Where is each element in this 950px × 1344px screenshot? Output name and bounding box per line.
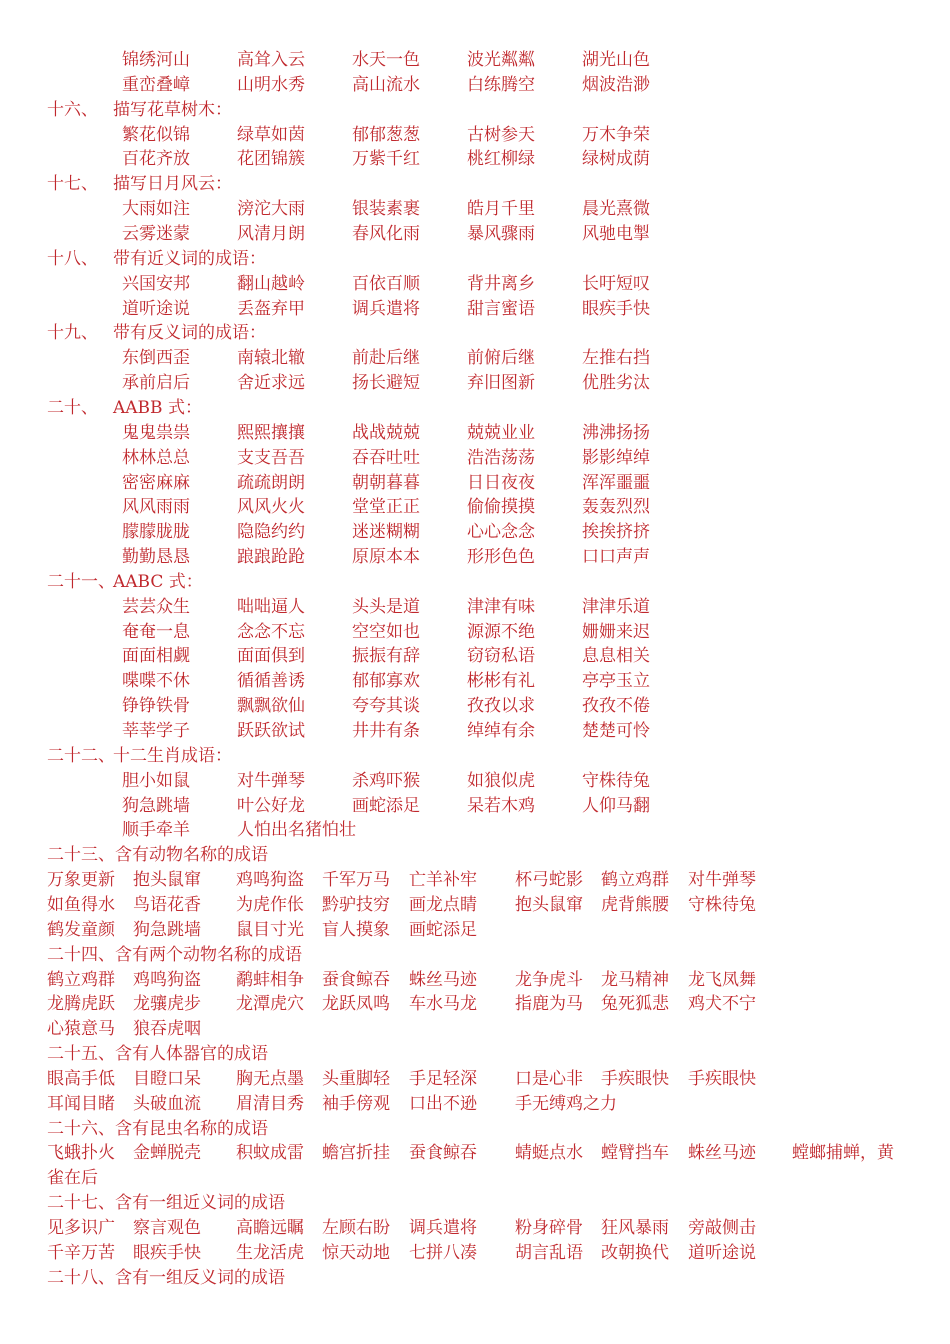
idiom: 堂堂正正 (352, 497, 420, 518)
section-heading (0, 321, 950, 346)
idiom: 水天一色 (352, 50, 420, 70)
section-heading (0, 1266, 950, 1291)
idiom: 支支吾吾 (237, 447, 305, 468)
idiom: 郁郁葱葱 (352, 124, 420, 145)
idiom: 郁郁寡欢 (352, 671, 420, 692)
section-heading (0, 570, 950, 595)
idiom-row (0, 868, 950, 893)
idiom: 井井有条 (352, 721, 420, 741)
idiom: 熙熙攘攘 (237, 422, 305, 443)
idiom: 对牛弹琴 (237, 770, 305, 791)
idiom: 如鱼得水 (47, 894, 115, 915)
idiom: 胆小如鼠 (122, 770, 190, 791)
idiom: 蚕食鲸吞 (409, 1143, 477, 1164)
idiom: 高耸入云 (237, 50, 305, 70)
idiom-row (0, 297, 950, 322)
section-title: AABC 式： (113, 571, 203, 592)
idiom: 鹤立鸡群 (601, 870, 669, 891)
idiom: 朦朦胧胧 (122, 522, 190, 543)
section-title: 二十三、含有动物名称的成语 (47, 845, 268, 866)
idiom: 隐隐约约 (237, 522, 305, 543)
idiom: 守株待兔 (582, 770, 650, 791)
idiom-row (0, 818, 950, 843)
idiom-row (0, 694, 950, 719)
idiom-row (0, 520, 950, 545)
idiom: 杯弓蛇影 (515, 870, 583, 891)
section-title: 带有反义词的成语： (113, 323, 266, 344)
idiom: 积蚊成雷 (236, 1143, 304, 1164)
idiom: 手无缚鸡之力 (515, 1093, 617, 1114)
idiom: 目瞪口呆 (133, 1068, 201, 1089)
idiom-row (0, 893, 950, 918)
idiom: 黔驴技穷 (322, 894, 390, 915)
idiom: 浩浩荡荡 (467, 447, 535, 468)
idiom: 前俯后继 (467, 348, 535, 369)
idiom-row (0, 719, 950, 744)
idiom: 鸡鸣狗盗 (236, 870, 304, 891)
idiom: 繁花似锦 (122, 124, 190, 145)
idiom: 察言观色 (133, 1218, 201, 1238)
idiom: 滂沱大雨 (237, 199, 305, 220)
idiom: 眼高手低 (47, 1068, 115, 1089)
idiom: 抱头鼠窜 (515, 894, 583, 915)
idiom: 顺手牵羊 (122, 820, 190, 841)
idiom: 左顾右盼 (322, 1218, 390, 1238)
idiom: 面面俱到 (237, 646, 305, 667)
idiom: 百依百顺 (352, 273, 420, 294)
idiom-row (0, 471, 950, 496)
idiom: 口是心非 (515, 1068, 583, 1089)
idiom: 狂风暴雨 (601, 1218, 669, 1238)
idiom: 杀鸡吓猴 (352, 770, 420, 791)
idiom: 风清月朗 (237, 224, 305, 244)
idiom: 翻山越岭 (237, 273, 305, 294)
idiom-row (0, 123, 950, 148)
idiom: 皓月千里 (467, 199, 535, 220)
idiom: 面面相觑 (122, 646, 190, 667)
idiom: 迷迷糊糊 (352, 522, 420, 543)
section-heading (0, 98, 950, 123)
idiom: 重峦叠嶂 (122, 74, 190, 95)
idiom: 林林总总 (122, 447, 190, 468)
idiom-row (0, 1216, 950, 1241)
section-title: 带有近义词的成语： (113, 248, 266, 269)
idiom: 眉清目秀 (236, 1093, 304, 1114)
idiom: 循循善诱 (237, 671, 305, 692)
idiom: 人仰马翻 (582, 795, 650, 816)
section-heading (0, 1191, 950, 1216)
idiom: 南辕北辙 (237, 348, 305, 369)
idiom-row (0, 73, 950, 98)
idiom-row (0, 197, 950, 222)
idiom: 调兵遣将 (352, 298, 420, 319)
idiom: 见多识广 (47, 1218, 115, 1238)
idiom: 绿树成荫 (582, 149, 650, 170)
idiom: 指鹿为马 (515, 994, 583, 1015)
idiom: 头重脚轻 (322, 1068, 390, 1089)
section-heading (0, 943, 950, 968)
idiom-row (0, 371, 950, 396)
idiom-row (0, 545, 950, 570)
idiom: 龙腾虎跃 (47, 994, 115, 1015)
idiom: 龙潭虎穴 (236, 994, 304, 1015)
idiom: 叶公好龙 (237, 795, 305, 816)
idiom: 影影绰绰 (582, 447, 650, 468)
idiom: 画龙点睛 (409, 894, 477, 915)
idiom: 高瞻远瞩 (236, 1218, 304, 1238)
idiom: 头头是道 (352, 596, 420, 617)
idiom: 锦绣河山 (122, 50, 190, 70)
idiom: 鬼鬼祟祟 (122, 422, 190, 443)
section-heading (0, 1042, 950, 1067)
idiom: 狗急跳墙 (122, 795, 190, 816)
idiom: 踉踉跄跄 (237, 547, 305, 567)
idiom: 沸沸扬扬 (582, 422, 650, 443)
idiom: 津津乐道 (582, 596, 650, 617)
idiom: 蟾宫折挂 (322, 1143, 390, 1164)
idiom: 盲人摸象 (322, 919, 390, 940)
idiom: 万紫千红 (352, 149, 420, 170)
idiom: 银装素裹 (352, 199, 420, 220)
idiom: 耳闻目睹 (47, 1093, 115, 1114)
idiom: 守株待兔 (688, 894, 756, 915)
idiom: 道听途说 (122, 298, 190, 319)
idiom-row (0, 421, 950, 446)
idiom: 蛛丝马迹 (688, 1143, 756, 1164)
section-title: 二十四、含有两个动物名称的成语 (47, 944, 302, 965)
section-title: 描写日月风云： (113, 174, 232, 195)
idiom-row (0, 1092, 950, 1117)
idiom-row (0, 918, 950, 943)
idiom: 孜孜以求 (467, 696, 535, 717)
idiom: 鹬蚌相争 (236, 969, 304, 990)
idiom: 咄咄逼人 (237, 596, 305, 617)
idiom: 高山流水 (352, 74, 420, 95)
section-title: 二十五、含有人体器官的成语 (47, 1044, 268, 1064)
idiom: 人怕出名猪怕壮 (237, 820, 356, 841)
section-number: 十七、 (47, 174, 98, 195)
idiom: 湖光山色 (582, 50, 650, 70)
idiom: 跃跃欲试 (237, 721, 305, 741)
idiom: 奄奄一息 (122, 621, 190, 642)
idiom: 蜻蜓点水 (515, 1143, 583, 1164)
idiom: 窃窃私语 (467, 646, 535, 667)
idiom: 长吁短叹 (582, 273, 650, 294)
idiom: 胸无点墨 (236, 1068, 304, 1089)
section-title: 二十八、含有一组反义词的成语 (47, 1267, 285, 1288)
idiom: 朝朝暮暮 (352, 472, 420, 493)
idiom: 手疾眼快 (601, 1068, 669, 1089)
idiom-row (0, 1017, 950, 1042)
idiom: 兔死狐悲 (601, 994, 669, 1015)
idiom: 百花齐放 (122, 149, 190, 170)
idiom: 兢兢业业 (467, 422, 535, 443)
idiom: 如狼似虎 (467, 770, 535, 791)
idiom: 风风雨雨 (122, 497, 190, 518)
idiom: 螳螂捕蝉，黄 (792, 1143, 894, 1164)
idiom: 龙马精神 (601, 969, 669, 990)
idiom: 千军万马 (322, 870, 390, 891)
idiom: 虎背熊腰 (601, 894, 669, 915)
idiom: 优胜劣汰 (582, 373, 650, 394)
idiom-continuation: 雀在后 (47, 1168, 98, 1189)
idiom: 金蝉脱壳 (133, 1143, 201, 1164)
idiom: 龙跃凤鸣 (322, 994, 390, 1015)
idiom: 画蛇添足 (352, 795, 420, 816)
idiom: 甜言蜜语 (467, 298, 535, 319)
section-heading (0, 1117, 950, 1142)
idiom: 夸夸其谈 (352, 696, 420, 717)
idiom: 鹤立鸡群 (47, 969, 115, 990)
idiom: 蚕食鲸吞 (322, 969, 390, 990)
idiom: 原原本本 (352, 547, 420, 567)
idiom: 密密麻麻 (122, 472, 190, 493)
idiom: 龙骧虎步 (133, 994, 201, 1015)
idiom: 姗姗来迟 (582, 621, 650, 642)
section-number: 十八、 (47, 248, 98, 269)
idiom: 莘莘学子 (122, 721, 190, 741)
idiom: 丢盔弃甲 (237, 298, 305, 319)
idiom: 眼疾手快 (582, 298, 650, 319)
idiom: 弃旧图新 (467, 373, 535, 394)
idiom: 亡羊补牢 (409, 870, 477, 891)
idiom-row (0, 794, 950, 819)
idiom: 偷偷摸摸 (467, 497, 535, 518)
idiom-row (0, 222, 950, 247)
idiom: 抱头鼠窜 (133, 870, 201, 891)
idiom: 鹤发童颜 (47, 919, 115, 940)
idiom: 画蛇添足 (409, 919, 477, 940)
idiom-row (0, 968, 950, 993)
idiom: 狼吞虎咽 (133, 1019, 201, 1040)
idiom: 绿草如茵 (237, 124, 305, 145)
idiom: 龙飞凤舞 (688, 969, 756, 990)
idiom: 心心念念 (467, 522, 535, 543)
section-heading (0, 247, 950, 272)
idiom-row (0, 346, 950, 371)
idiom-row (0, 1241, 950, 1266)
section-title: 二十七、含有一组近义词的成语 (47, 1193, 285, 1214)
idiom: 承前启后 (122, 373, 190, 394)
idiom: 龙争虎斗 (515, 969, 583, 990)
idiom: 暴风骤雨 (467, 224, 535, 244)
idiom: 鸟语花香 (133, 894, 201, 915)
section-title: 描写花草树木： (113, 99, 232, 120)
section-title: AABB 式： (113, 397, 202, 418)
idiom: 风风火火 (237, 497, 305, 518)
idiom: 调兵遣将 (409, 1218, 477, 1238)
idiom: 改朝换代 (601, 1242, 669, 1263)
idiom-row (0, 1141, 950, 1166)
idiom: 舍近求远 (237, 373, 305, 394)
idiom: 喋喋不休 (122, 671, 190, 692)
idiom: 春风化雨 (352, 224, 420, 244)
idiom: 大雨如注 (122, 199, 190, 220)
section-heading (0, 396, 950, 421)
idiom: 铮铮铁骨 (122, 696, 190, 717)
idiom-row (0, 769, 950, 794)
idiom-row (0, 1067, 950, 1092)
idiom: 花团锦簇 (237, 149, 305, 170)
idiom: 惊天动地 (322, 1242, 390, 1263)
idiom: 空空如也 (352, 621, 420, 642)
idiom: 振振有辞 (352, 646, 420, 667)
idiom-row (0, 620, 950, 645)
idiom: 桃红柳绿 (467, 149, 535, 170)
idiom: 白练腾空 (467, 74, 535, 95)
idiom-row (0, 272, 950, 297)
idiom: 背井离乡 (467, 273, 535, 294)
idiom: 念念不忘 (237, 621, 305, 642)
idiom-row-continuation (0, 1166, 950, 1191)
idiom: 螳臂挡车 (601, 1143, 669, 1164)
idiom: 芸芸众生 (122, 596, 190, 617)
idiom-row (0, 669, 950, 694)
idiom: 东倒西歪 (122, 348, 190, 369)
idiom: 眼疾手快 (133, 1242, 201, 1263)
idiom: 呆若木鸡 (467, 795, 535, 816)
idiom-row (0, 446, 950, 471)
idiom: 绰绰有余 (467, 721, 535, 741)
idiom: 晨光熹微 (582, 199, 650, 220)
idiom-row (0, 147, 950, 172)
section-number: 二十二、 (47, 745, 115, 766)
section-heading (0, 744, 950, 769)
section-number: 十六、 (47, 99, 98, 120)
idiom: 疏疏朗朗 (237, 472, 305, 493)
idiom: 烟波浩渺 (582, 74, 650, 95)
idiom: 胡言乱语 (515, 1242, 583, 1263)
idiom: 手疾眼快 (688, 1068, 756, 1089)
idiom: 左推右挡 (582, 348, 650, 369)
idiom: 息息相关 (582, 646, 650, 667)
idiom-row (0, 595, 950, 620)
idiom: 轰轰烈烈 (582, 497, 650, 518)
idiom: 千辛万苦 (47, 1242, 115, 1263)
idiom: 袖手傍观 (322, 1093, 390, 1114)
idiom: 勤勤恳恳 (122, 547, 190, 567)
idiom: 旁敲侧击 (688, 1218, 756, 1238)
idiom: 粉身碎骨 (515, 1218, 583, 1238)
idiom: 形形色色 (467, 547, 535, 567)
idiom: 七拼八凑 (409, 1242, 477, 1263)
idiom: 浑浑噩噩 (582, 472, 650, 493)
idiom: 鸡鸣狗盗 (133, 969, 201, 990)
section-title: 十二生肖成语： (113, 745, 232, 766)
idiom: 狗急跳墙 (133, 919, 201, 940)
idiom-row (0, 644, 950, 669)
idiom: 扬长避短 (352, 373, 420, 394)
idiom: 山明水秀 (237, 74, 305, 95)
section-number: 二十、 (47, 397, 98, 418)
idiom: 鼠目寸光 (236, 919, 304, 940)
idiom: 生龙活虎 (236, 1242, 304, 1263)
section-title: 二十六、含有昆虫名称的成语 (47, 1118, 268, 1139)
idiom: 心猿意马 (47, 1019, 115, 1040)
idiom: 云雾迷蒙 (122, 224, 190, 244)
section-number: 十九、 (47, 323, 98, 344)
idiom: 兴国安邦 (122, 273, 190, 294)
idiom: 鸡犬不宁 (688, 994, 756, 1015)
idiom: 前赴后继 (352, 348, 420, 369)
idiom-row (0, 48, 950, 73)
idiom: 头破血流 (133, 1093, 201, 1114)
idiom: 万象更新 (47, 870, 115, 891)
idiom: 亭亭玉立 (582, 671, 650, 692)
section-heading (0, 843, 950, 868)
idiom: 口口声声 (582, 547, 650, 567)
idiom: 津津有味 (467, 596, 535, 617)
idiom: 车水马龙 (409, 994, 477, 1015)
idiom: 手足轻深 (409, 1068, 477, 1089)
idiom: 为虎作伥 (236, 894, 304, 915)
idiom: 源源不绝 (467, 621, 535, 642)
idiom: 孜孜不倦 (582, 696, 650, 717)
idiom: 道听途说 (688, 1242, 756, 1263)
section-heading (0, 172, 950, 197)
idiom: 挨挨挤挤 (582, 522, 650, 543)
idiom: 楚楚可怜 (582, 721, 650, 741)
idiom: 日日夜夜 (467, 472, 535, 493)
idiom: 吞吞吐吐 (352, 447, 420, 468)
idiom: 战战兢兢 (352, 422, 420, 443)
idiom: 古树参天 (467, 124, 535, 145)
idiom: 彬彬有礼 (467, 671, 535, 692)
idiom-row (0, 992, 950, 1017)
idiom: 飞蛾扑火 (47, 1143, 115, 1164)
idiom: 波光粼粼 (467, 50, 535, 70)
section-number: 二十一、 (47, 571, 115, 592)
idiom: 万木争荣 (582, 124, 650, 145)
idiom: 口出不逊 (409, 1093, 477, 1114)
idiom: 飘飘欲仙 (237, 696, 305, 717)
idiom: 对牛弹琴 (688, 870, 756, 891)
idiom: 风驰电掣 (582, 224, 650, 244)
idiom-row (0, 495, 950, 520)
idiom: 蛛丝马迹 (409, 969, 477, 990)
